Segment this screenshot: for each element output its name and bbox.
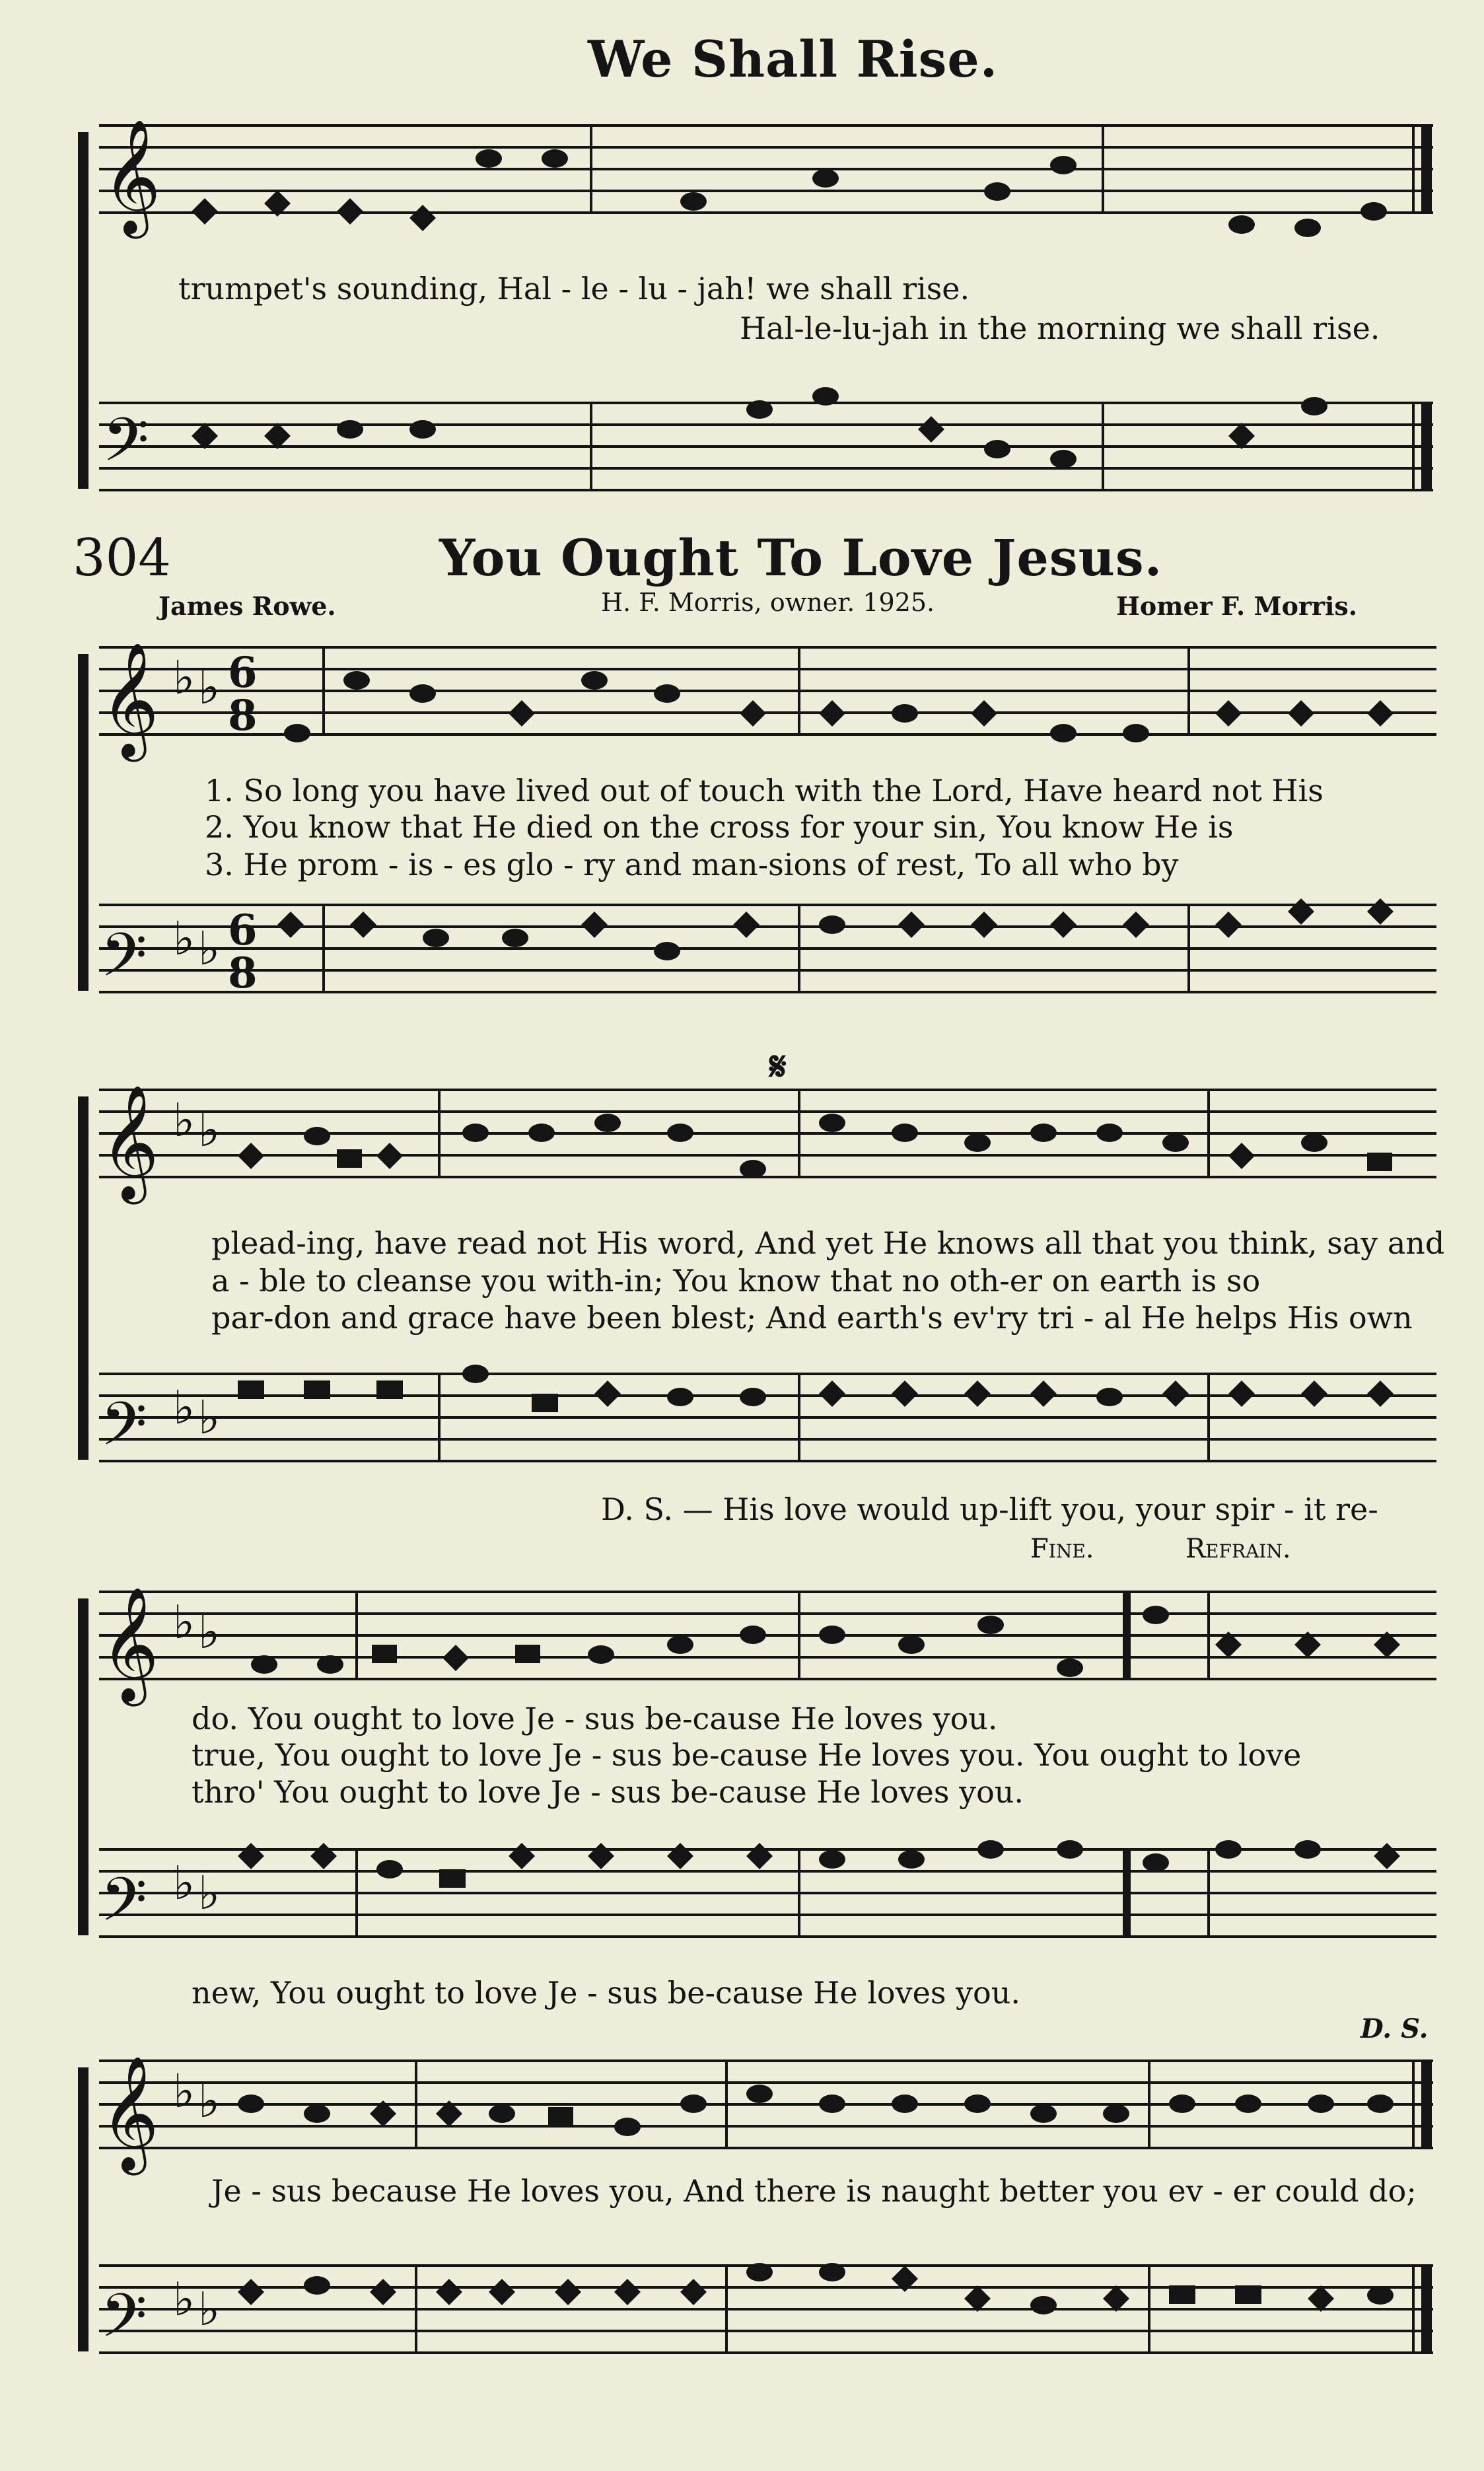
svg-text:𝄞: 𝄞 bbox=[102, 119, 161, 234]
svg-text:8: 8 bbox=[228, 691, 258, 740]
segno-icon: 𝄋 bbox=[769, 1044, 787, 1090]
system2-ds-line: D. S. — His love would up-lift you, your spir - it re- bbox=[601, 1491, 1378, 1527]
system3-verse2: true, You ought to love Je - sus be-cause He loves you. You ought to love bbox=[192, 1737, 1302, 1773]
svg-text:♭: ♭ bbox=[173, 651, 195, 705]
ds-mark: D. S. bbox=[1360, 2013, 1429, 2044]
hymn-number: 304 bbox=[73, 528, 171, 588]
system3-ds-continuation: new, You ought to love Je - sus be-cause He loves you. bbox=[192, 1975, 1020, 2011]
svg-text:♭: ♭ bbox=[173, 912, 195, 966]
svg-text:♭: ♭ bbox=[173, 1093, 195, 1147]
svg-text:♭: ♭ bbox=[198, 661, 221, 715]
svg-text:𝄞: 𝄞 bbox=[100, 642, 159, 757]
svg-text:𝄢: 𝄢 bbox=[100, 1389, 147, 1474]
prev-hymn-title: We Shall Rise. bbox=[588, 30, 999, 89]
hymn-lyricist: James Rowe. bbox=[159, 591, 336, 621]
svg-text:𝄢: 𝄢 bbox=[100, 1865, 147, 1949]
svg-text:𝄞: 𝄞 bbox=[100, 2056, 159, 2170]
hymn-copyright: H. F. Morris, owner. 1925. bbox=[601, 588, 935, 617]
svg-text:♭: ♭ bbox=[198, 1866, 221, 1920]
system1-verse2: 2. You know that He died on the cross for your sin, You know He is bbox=[205, 809, 1234, 845]
svg-text:♭: ♭ bbox=[173, 1595, 195, 1649]
system3-verse1: do. You ought to love Je - sus be-cause He loves you. bbox=[192, 1701, 998, 1737]
svg-text:𝄢: 𝄢 bbox=[102, 405, 149, 489]
system2-verse3: par-don and grace have been blest; And earth's ev'ry tri - al He helps His own bbox=[211, 1300, 1413, 1336]
prev-hymn-lyric-line1: trumpet's sounding, Hal - le - lu - jah! we shall rise. bbox=[178, 271, 970, 306]
prev-hymn-lyric-line2: Hal-le-lu-jah in the morning we shall rise. bbox=[740, 310, 1380, 346]
svg-text:♭: ♭ bbox=[173, 1856, 195, 1910]
svg-text:𝄞: 𝄞 bbox=[100, 1085, 159, 1200]
svg-text:𝄢: 𝄢 bbox=[100, 2281, 147, 2365]
hymn-title: You Ought To Love Jesus. bbox=[439, 528, 1163, 587]
system3-verse3: thro' You ought to love Je - sus be-cause He loves you. bbox=[192, 1774, 1024, 1810]
refrain-mark: Refrain. bbox=[1185, 1534, 1291, 1564]
svg-text:6: 6 bbox=[228, 648, 258, 698]
system4-verse1: Je - sus because He loves you, And there is naught better you ev - er could do; bbox=[211, 2173, 1417, 2209]
svg-text:♭: ♭ bbox=[198, 1605, 221, 1659]
svg-text:♭: ♭ bbox=[198, 2074, 221, 2128]
svg-text:♭: ♭ bbox=[198, 921, 221, 976]
svg-text:6: 6 bbox=[228, 906, 258, 955]
hymn-composer: Homer F. Morris. bbox=[1116, 591, 1358, 621]
svg-text:𝄢: 𝄢 bbox=[100, 920, 147, 1005]
system1-verse3: 3. He prom - is - es glo - ry and man-sions of rest, To all who by bbox=[205, 847, 1179, 882]
svg-text:♭: ♭ bbox=[198, 2282, 221, 2336]
svg-text:♭: ♭ bbox=[173, 2272, 195, 2326]
svg-text:𝄞: 𝄞 bbox=[100, 1587, 159, 1701]
system2-verse2: a - ble to cleanse you with-in; You know that no oth-er on earth is so bbox=[211, 1263, 1261, 1299]
svg-text:8: 8 bbox=[228, 949, 258, 998]
svg-text:♭: ♭ bbox=[198, 1103, 221, 1157]
system1-verse1: 1. So long you have lived out of touch with the Lord, Have heard not His bbox=[205, 773, 1324, 808]
system2-verse1: plead-ing, have read not His word, And yet He knows all that you think, say and bbox=[211, 1225, 1445, 1261]
svg-text:♭: ♭ bbox=[173, 1380, 195, 1435]
svg-text:♭: ♭ bbox=[198, 1390, 221, 1445]
svg-text:♭: ♭ bbox=[173, 2064, 195, 2118]
fine-mark: Fine. bbox=[1030, 1534, 1094, 1564]
